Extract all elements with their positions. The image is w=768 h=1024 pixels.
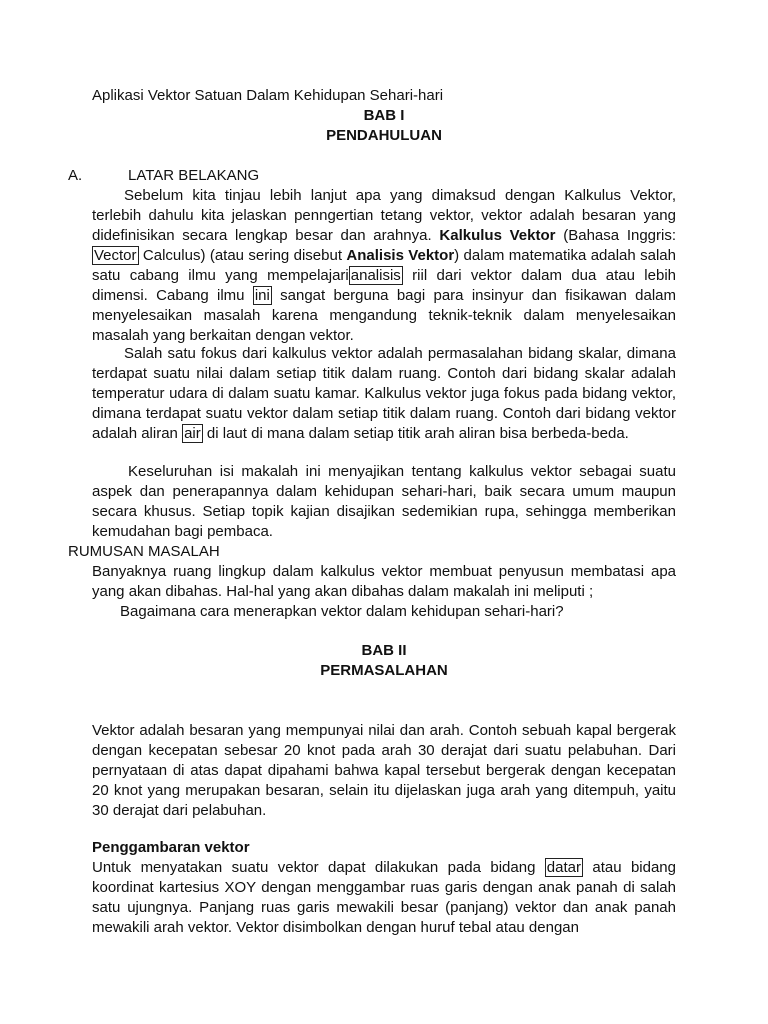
- boxed-word-datar: datar: [546, 859, 581, 876]
- text-run: (Bahasa Inggris:: [555, 227, 677, 244]
- text-run: sangat berguna bagi para insinyur dan fisikawan dalam menyelesaikan masalah karena mengandung teknik-teknik dalam menyelesaikan masalah yang berkaitan dengan vektor.: [92, 287, 676, 344]
- document-title-line: Aplikasi Vektor Satuan Dalam Kehidupan Sehari-hari: [92, 87, 444, 104]
- research-question: Bagaimana cara menerapkan vektor dalam kehidupan sehari-hari?: [120, 603, 564, 620]
- paragraph-latar-belakang-2: [92, 344, 676, 444]
- paragraph-rumusan-masalah: Banyaknya ruang lingkup dalam kalkulus vektor membuat penyusun membatasi apa yang akan dibahas. Hal-hal yang akan dibahas dalam makalah ini meliputi ;: [92, 563, 676, 600]
- paragraph-permasalahan: Vektor adalah besaran yang mempunyai nilai dan arah. Contoh sebuah kapal bergerak dengan kecepatan sebesar 20 knot pada arah 30 derajat dari suatu pelabuhan. Dari pernyataan di atas dapat dipahami bahwa kapal tersebut bergerak dengan kecepatan 20 knot yang merupakan besaran, selain itu dijelaskan juga arah yang ditempuh, yaitu 30 derajat dari pelabuhan.: [92, 722, 676, 819]
- text-run: riil dari vektor dalam dua atau lebih dimensi. Cabang ilmu: [92, 267, 676, 304]
- section-a-number: A.: [68, 167, 83, 184]
- text-run: Untuk menyatakan suatu vektor dapat dilakukan pada bidang: [92, 859, 545, 876]
- text-run: di laut di mana dalam setiap titik arah aliran bisa berbeda-beda.: [202, 425, 629, 442]
- text-run: ) dalam matematika adalah salah satu cabang ilmu yang mempelajari: [92, 247, 676, 284]
- section-a-heading: [68, 166, 259, 186]
- boxed-word-vector: Vector: [94, 247, 137, 264]
- text-run: atau bidang koordinat kartesius XOY dengan menggambar ruas garis dengan anak panah di salah satu ujungnya. Panjang ruas garis mewakili besar (panjang) vektor dan anak panah mewakili arah vektor. Vektor disimbolkan dengan huruf tebal atau dengan: [92, 859, 676, 936]
- paragraph-latar-belakang-3: [92, 462, 676, 542]
- paragraph-penggambaran-vektor: [92, 858, 676, 938]
- text-run: Calculus) (atau sering disebut: [138, 247, 347, 264]
- text-run: Sebelum kita tinjau lebih lanjut apa yang dimaksud dengan Kalkulus Vektor, terlebih dahulu kita jelaskan penngertian tetang vektor, vektor adalah besaran yang didefinisikan secara lengkap besar dan arahnya.: [92, 187, 676, 244]
- paragraph-latar-belakang-1: [92, 186, 676, 346]
- boxed-word-air: air: [184, 425, 201, 442]
- section-a-title: LATAR BELAKANG: [128, 167, 260, 184]
- chapter-2-title: PERMASALAHAN: [320, 662, 448, 679]
- bold-term-analisis-vektor: Analisis Vektor: [346, 247, 455, 264]
- text-run: Keseluruhan isi makalah ini menyajikan tentang kalkulus vektor sebagai suatu aspek dan penerapannya dalam kehidupan sehari-hari, baik secara umum maupun secara khusus. Setiap topik kajian disajikan sedemikian rupa, sehingga memberikan kemudahan bagi pembaca.: [92, 463, 676, 540]
- boxed-word-ini: ini: [254, 287, 270, 304]
- subheading-penggambaran-vektor: Penggambaran vektor: [92, 839, 250, 856]
- chapter-1-title: PENDAHULUAN: [326, 127, 442, 144]
- text-run: Salah satu fokus dari kalkulus vektor adalah permasalahan bidang skalar, dimana terdapat suatu nilai dalam setiap titik dalam ruang. Contoh dari bidang skalar adalah temperatur udara di dalam suatu kamar. Kalkulus vektor juga fokus pada bidang vektor, dimana terdapat suatu vektor dalam setiap titik dalam ruang. Contoh dari bidang vektor adalah aliran: [92, 345, 676, 442]
- bold-term-kalkulus-vektor: Kalkulus Vektor: [439, 227, 556, 244]
- chapter-1-label: BAB I: [363, 107, 405, 124]
- boxed-word-analisis: analisis: [350, 267, 401, 284]
- rumusan-masalah-heading: RUMUSAN MASALAH: [68, 543, 220, 560]
- chapter-2-label: BAB II: [361, 642, 407, 659]
